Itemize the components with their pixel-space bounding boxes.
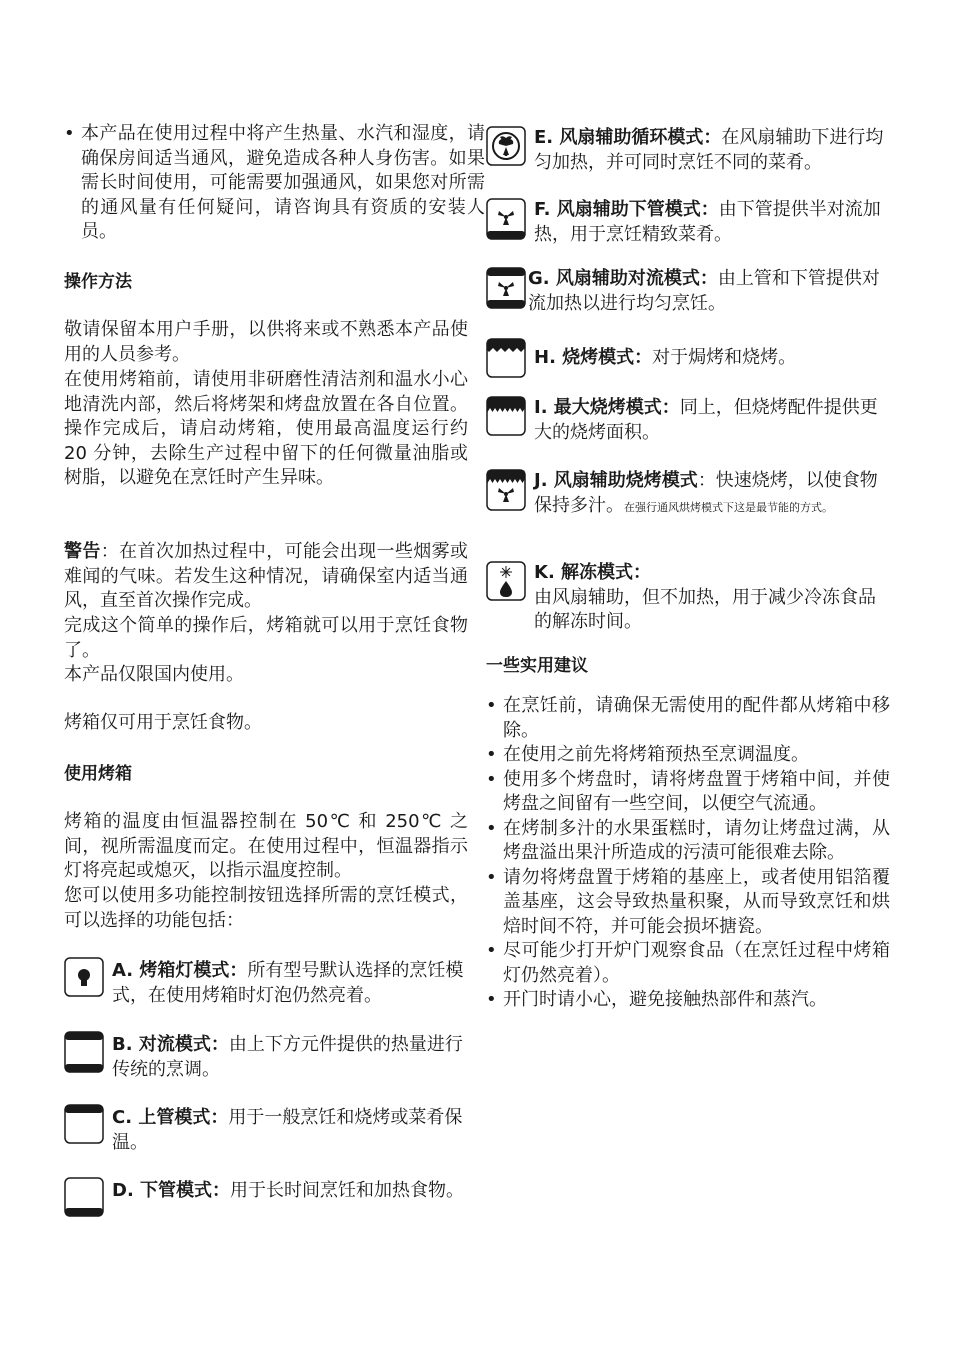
mode-a-description: 所有型号默认选择的烹饪模式，在使用烤箱时灯泡仍然亮着。 — [112, 960, 464, 1006]
operation-paragraph-1: 敬请保留本用户手册，以供将来或不熟悉本产品使用的人员参考。 — [64, 319, 468, 365]
food-only-text: 烤箱仅可用于烹饪食物。 — [64, 712, 262, 733]
mode-b-description: 由上下方元件提供的热量进行传统的烹调。 — [112, 1034, 463, 1080]
mode-d — [64, 1177, 468, 1219]
mode-h-title: H. 烧烤模式： — [534, 347, 653, 368]
bottom-heat-icon — [64, 1177, 102, 1215]
mode-i-text — [534, 396, 890, 445]
mode-d-description: 用于长时间烹饪和加热食物。 — [230, 1180, 465, 1201]
mode-j-note: 在强行通风烘烤模式下这是最节能的方式。 — [624, 500, 833, 514]
mode-e-title: E. 风扇辅助循环模式： — [534, 127, 722, 148]
mode-h-text — [534, 346, 890, 371]
mode-c-description: 用于一般烹饪和烧烤或菜肴保温。 — [112, 1107, 463, 1153]
mode-c-title: C. 上管模式： — [112, 1107, 229, 1128]
mode-k-text — [534, 561, 890, 635]
use-oven-heading: 使用烤箱 — [64, 764, 132, 784]
mode-c-text — [112, 1106, 468, 1155]
operation-paragraph-2: 在使用烤箱前，请使用非研磨性清洁剂和温水小心地清洗内部，然后将烤架和烤盘放置在各自位置。操作完成后，请启动烤箱，使用最高温度运行约 20 分钟，去除生产过程中留下的任何微量油脂或树脂，以避免在烹饪时产生异味。 — [64, 369, 468, 488]
mode-j — [486, 469, 890, 531]
max-grill-icon — [486, 396, 524, 434]
mode-b-text — [112, 1033, 468, 1082]
mode-a — [64, 957, 468, 1009]
conventional-icon — [64, 1031, 102, 1069]
mode-e — [486, 126, 890, 178]
mode-a-text — [112, 959, 468, 1008]
tip-item: • 尽可能少打开炉门观察食品（在烹饪过程中烤箱灯仍然亮着）。 — [486, 939, 890, 988]
defrost-icon — [486, 561, 524, 599]
tip-item: • 在使用之前先将烤箱预热至烹调温度。 — [486, 743, 890, 768]
mode-d-text — [112, 1179, 468, 1204]
mode-a-title: A. 烤箱灯模式： — [112, 960, 248, 981]
mode-c — [64, 1104, 468, 1156]
mode-b-title: B. 对流模式： — [112, 1034, 229, 1055]
domestic-only-text: 本产品仅限国内使用。 — [64, 664, 244, 685]
use-paragraph-1: 烤箱的温度由恒温器控制在 50℃ 和 250℃ 之间，视所需温度而定。在使用过程中，恒温器指示灯将亮起或熄灭，以指示温度控制。 — [64, 811, 468, 881]
mode-j-description: ：快速烧烤，以使食物保持多汁。 — [534, 470, 878, 516]
mode-f-description: 由下管提供半对流加热，用于烹饪精致菜肴。 — [534, 199, 881, 245]
mode-j-text — [534, 469, 890, 518]
warning-paragraph — [64, 540, 468, 614]
mode-g-description: 由上管和下管提供对流加热以进行均匀烹饪。 — [528, 268, 880, 314]
mode-e-description: 在风扇辅助下进行均匀加热，并可同时烹饪不同的菜肴。 — [534, 127, 884, 173]
mode-h-description: 对于焗烤和烧烤。 — [652, 347, 797, 368]
mode-i-description: 同上，但烧烤配件提供更大的烧烤面积。 — [534, 397, 878, 443]
mode-g-title: G. 风扇辅助对流模式： — [528, 268, 718, 289]
oven-lamp-icon — [64, 957, 102, 995]
mode-k-description: 由风扇辅助，但不加热，用于减少冷冻食品的解冻时间。 — [534, 586, 876, 632]
mode-j-title: J. 风扇辅助烧烤模式 — [534, 470, 698, 491]
mode-i-title: I. 最大烧烤模式： — [534, 397, 680, 418]
tip-item: • 在烤制多汁的水果蛋糕时，请勿让烤盘过满，从烤盘溢出果汁所造成的污渍可能很难去除。 — [486, 817, 890, 866]
fan-bottom-icon — [486, 198, 524, 236]
top-heat-icon — [64, 1104, 102, 1142]
left-column — [64, 0, 485, 1201]
use-paragraph-2: 您可以使用多功能控制按钮选择所需的烹饪模式，可以选择的功能包括： — [64, 885, 468, 931]
fan-grill-icon — [486, 469, 524, 507]
mode-g-text — [528, 267, 890, 316]
mode-d-title: D. 下管模式： — [112, 1180, 231, 1201]
mode-e-text — [534, 126, 890, 175]
mode-k-title: K. 解冻模式： — [534, 562, 652, 583]
mode-f-text — [534, 198, 890, 247]
warning-text: ：在首次加热过程中，可能会出现一些烟雾或难闻的气味。若发生这种情况，请确保室内适当通风，直至首次操作完成。 — [64, 541, 469, 611]
tip-item: • 开门时请小心，避免接触热部件和蒸汽。 — [486, 988, 890, 1013]
mode-k — [486, 561, 890, 637]
mode-g — [486, 267, 890, 319]
after-warning-paragraph: 完成这个简单的操作后，烤箱就可以用于烹饪食物了。 — [64, 615, 468, 661]
intro-bullet: • 本产品在使用过程中将产生热量、水汽和湿度，请确保房间适当通风，避免造成各种人身伤害。如果需长时间使用，可能需要加强通风，如果您对所需的通风量有任何疑问，请咨询具有资质的安装人员。 — [64, 122, 485, 245]
mode-f — [486, 198, 890, 250]
mode-b — [64, 1031, 468, 1083]
operation-heading: 操作方法 — [64, 272, 132, 292]
fan-conventional-icon — [486, 267, 524, 305]
tip-item: • 请勿将烤盘置于烤箱的基座上，或者使用铝箔覆盖基座，这会导致热量积聚，从而导致烹饪和烘焙时间不符，并可能会损坏搪瓷。 — [486, 866, 890, 940]
tip-item: • 使用多个烤盘时，请将烤盘置于烤箱中间，并使烤盘之间留有一些空间，以便空气流通。 — [486, 768, 890, 817]
fan-circulation-icon — [486, 126, 524, 164]
grill-icon — [486, 338, 524, 376]
tips-list — [486, 694, 890, 1013]
tip-item: • 在烹饪前，请确保无需使用的配件都从烤箱中移除。 — [486, 694, 890, 743]
warning-label: 警告 — [64, 541, 101, 562]
mode-i — [486, 396, 890, 448]
mode-h — [486, 338, 890, 380]
tips-heading: 一些实用建议 — [486, 656, 588, 676]
mode-f-title: F. 风扇辅助下管模式： — [534, 199, 719, 220]
